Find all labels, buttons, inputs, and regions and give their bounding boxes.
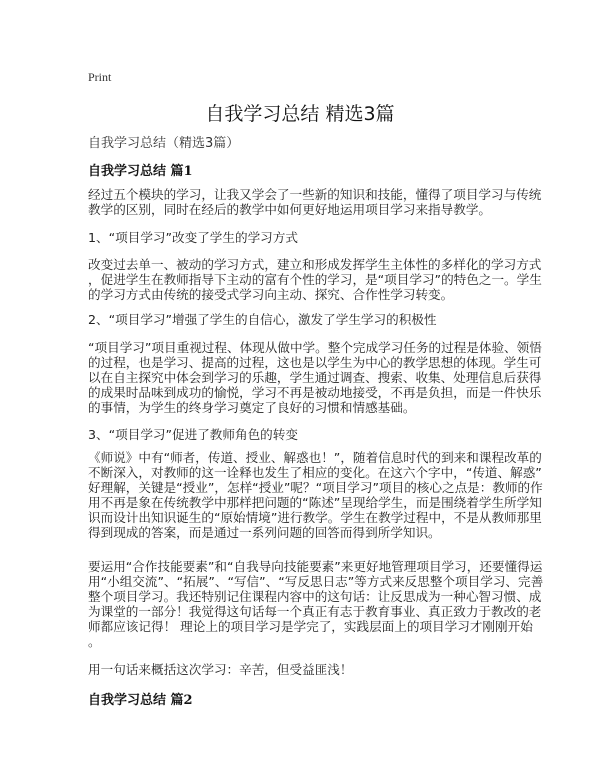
text-line: 用“小组交流”、“拓展”、“写信”、“写反思日志”等方式来反思整个项目学习、完善 (88, 574, 544, 589)
item3-body (88, 450, 543, 540)
text-line: 整个项目学习。我还特别记住课程内容中的这句话：让反思成为一种心智习惯、成 (88, 589, 542, 604)
item1-body (88, 257, 542, 302)
text-line: 经过五个模块的学习，让我又学会了一些新的知识和技能，懂得了项目学习与传统 (88, 187, 542, 202)
item2-title (88, 312, 437, 327)
text-line: 要运用“合作技能要素”和“自我导向技能要素”来更好地管理项目学习，还要懂得运 (88, 559, 543, 574)
text-line: 用一句话来概括这次学习：辛苦，但受益匪浅！ (88, 662, 353, 677)
section-heading-2: 自我学习总结 篇2 (88, 693, 193, 708)
text-line: 用不再是象在传统教学中那样把问题的“陈述”呈现给学生，而是围绕着学生所学知 (88, 495, 542, 510)
text-line: 《师说》中有“师者，传道、授业、解惑也！”，随着信息时代的到来和课程改革的 (88, 450, 542, 465)
text-line: 的成果时品味到成功的愉悦，学习不再是被动地接受，不再是负担，而是一件快乐 (88, 385, 542, 400)
text-line: 为课堂的一部分！我觉得这句话每一个真正有志于教育事业、真正致力于教改的老 (88, 604, 542, 619)
subtitle: 自我学习总结（精选3篇） (88, 136, 240, 151)
page-title: 自我学习总结 精选3篇 (205, 103, 395, 125)
print-link[interactable]: Print (88, 70, 112, 84)
text-line: 不断深入，对教师的这一诠释也发生了相应的变化。在这六个字中，“传道、解惑” (88, 465, 542, 480)
reflection-paragraph (88, 559, 543, 649)
text-line: 3、“项目学习”促进了教师角色的转变 (88, 427, 298, 442)
text-line: “项目学习”项目重视过程、体现从做中学。整个完成学习任务的过程是体验、领悟 (88, 340, 542, 355)
text-line: 改变过去单一、被动的学习方式，建立和形成发挥学生主体性的多样化的学习方式 (88, 257, 542, 272)
section-heading-1: 自我学习总结 篇1 (88, 164, 193, 179)
text-line: 的事情，为学生的终身学习奠定了良好的习惯和情感基础。 (88, 400, 416, 415)
item1-title (88, 230, 298, 245)
text-line: 1、“项目学习”改变了学生的学习方式 (88, 230, 298, 245)
text-line: 。 (88, 634, 101, 649)
text-line: 得到现成的答案，而是通过一系列问题的回答而得到所学知识。 (88, 525, 441, 540)
summary-line (88, 662, 352, 677)
item2-body (88, 340, 542, 415)
text-line: 2、“项目学习”增强了学生的自信心，激发了学生学习的积极性 (88, 312, 437, 327)
text-line: 的过程，也是学习、提高的过程，这也是以学生为中心的教学思想的体现。学生可 (88, 355, 542, 370)
text-line: 的学习方式由传统的接受式学习向主动、探究、合作性学习转变。 (88, 287, 454, 302)
text-line: 以在自主探究中体会到学习的乐趣，学生通过调查、搜索、收集、处理信息后获得 (88, 370, 542, 385)
text-line: 识而设计出知识诞生的“原始情境”进行教学。学生在教学过程中，不是从教师那里 (88, 510, 542, 525)
text-line: 好理解，关键是“授业”，怎样“授业”呢？“项目学习”项目的核心之点是：教师的作 (88, 480, 543, 495)
intro-paragraph (88, 187, 541, 217)
text-line: 教学的区别，同时在经后的教学中如何更好地运用项目学习来指导教学。 (88, 202, 491, 217)
text-line: ，促进学生在教师指导下主动的富有个性的学习，是“项目学习”的特色之一。学生 (88, 272, 542, 287)
item3-title (88, 427, 298, 442)
text-line: 师都应该记得！ 理论上的项目学习是学完了，实践层面上的项目学习才刚刚开始 (88, 619, 533, 634)
